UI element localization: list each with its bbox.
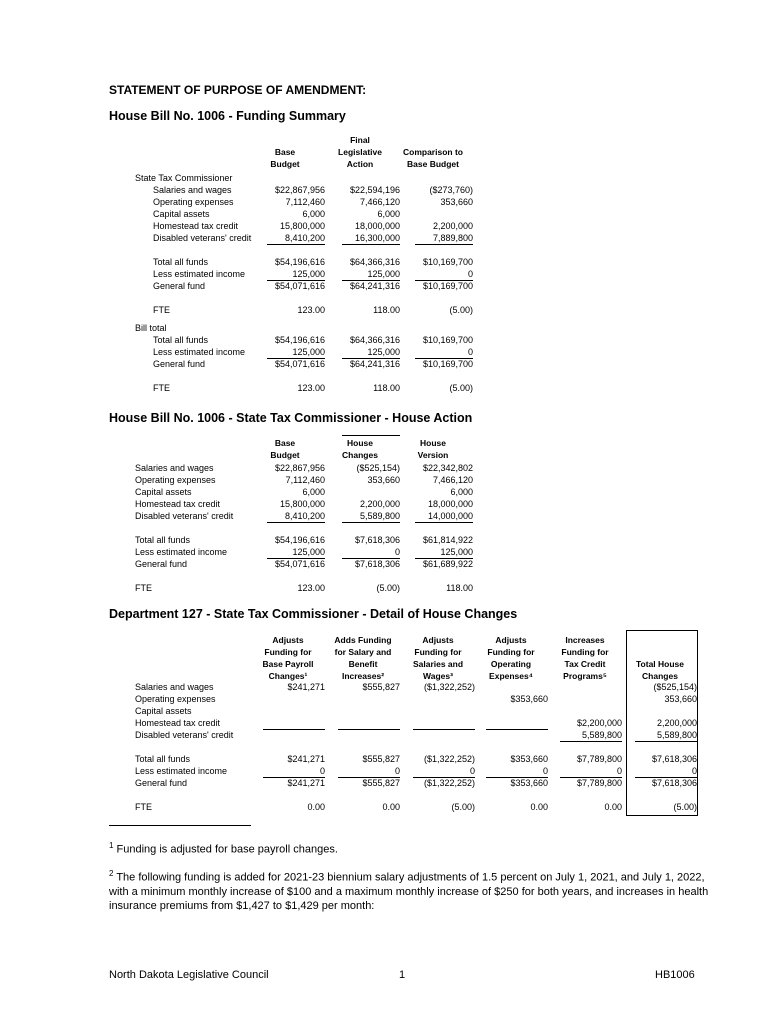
cell-value: $54,196,616 bbox=[274, 535, 325, 545]
cell-value: (5.00) bbox=[673, 802, 697, 812]
cell-value: 2,200,000 bbox=[432, 221, 473, 231]
cell-value: $353,660 bbox=[510, 778, 548, 788]
footnote-mark: 2 bbox=[109, 869, 114, 878]
row-label: Operating expenses bbox=[135, 475, 216, 485]
cell-value: 0 bbox=[413, 765, 475, 778]
cell-value: 118.00 bbox=[446, 583, 473, 593]
cell-value: $22,867,956 bbox=[274, 185, 325, 195]
row-label: Capital assets bbox=[153, 209, 210, 219]
row-label: Disabled veterans' credit bbox=[153, 233, 252, 243]
cell-value: (5.00) bbox=[449, 383, 473, 393]
column-header: Base Budget bbox=[270, 147, 300, 169]
cell-value: 6,000 bbox=[450, 487, 473, 497]
row-label: FTE bbox=[135, 583, 152, 593]
cell-value: $54,196,616 bbox=[274, 257, 325, 267]
row-label: FTE bbox=[153, 383, 170, 393]
bill-total-label: Bill total bbox=[135, 323, 167, 333]
cell-value: ($1,322,252) bbox=[423, 754, 475, 764]
row-label: Homestead tax credit bbox=[135, 718, 221, 728]
cell-value: (5.00) bbox=[376, 583, 400, 593]
column-header: Adds Funding for Salary and Benefit Increases² bbox=[334, 635, 392, 681]
cell-value: $7,618,306 bbox=[651, 778, 697, 788]
cell-value: $10,169,700 bbox=[422, 281, 473, 291]
footnote-1 bbox=[109, 839, 709, 857]
cell-value: ($525,154) bbox=[356, 463, 400, 473]
cell-value bbox=[486, 729, 548, 730]
cell-value: $64,241,316 bbox=[349, 359, 400, 369]
cell-value: 2,200,000 bbox=[656, 718, 697, 728]
cell-value: 18,000,000 bbox=[427, 499, 473, 509]
row-label: General fund bbox=[153, 281, 206, 291]
cell-value: 353,660 bbox=[440, 197, 473, 207]
cell-value: 0 bbox=[263, 765, 325, 778]
row-label: FTE bbox=[135, 802, 152, 812]
cell-value: $555,827 bbox=[362, 754, 400, 764]
section2-title: House Bill No. 1006 - State Tax Commissioner - House Action bbox=[109, 411, 473, 425]
cell-value: 123.00 bbox=[297, 583, 325, 593]
cell-value: $7,618,306 bbox=[651, 754, 697, 764]
row-label: Salaries and wages bbox=[135, 682, 214, 692]
cell-value bbox=[413, 729, 475, 730]
row-label: Salaries and wages bbox=[153, 185, 232, 195]
cell-value: 0.00 bbox=[307, 802, 325, 812]
row-label: Less estimated income bbox=[153, 347, 246, 357]
cell-value: 125,000 bbox=[342, 346, 400, 359]
cell-value: 0.00 bbox=[530, 802, 548, 812]
footer-page-number: 1 bbox=[399, 969, 406, 981]
total-house-changes-box bbox=[626, 630, 698, 816]
column-header: Adjusts Funding for Salaries and Wages³ bbox=[412, 635, 464, 681]
row-label: Disabled veterans' credit bbox=[135, 730, 234, 740]
cell-value: 0.00 bbox=[604, 802, 622, 812]
cell-value: 125,000 bbox=[267, 268, 325, 281]
cell-value: 0.00 bbox=[382, 802, 400, 812]
row-label: Operating expenses bbox=[153, 197, 234, 207]
cell-value: $64,366,316 bbox=[349, 257, 400, 267]
row-label: Homestead tax credit bbox=[135, 499, 221, 509]
column-header: Adjusts Funding for Base Payroll Changes¹ bbox=[262, 635, 314, 681]
section3-title: Department 127 - State Tax Commissioner - Detail of House Changes bbox=[109, 607, 518, 621]
section1-title: House Bill No. 1006 - Funding Summary bbox=[109, 109, 346, 123]
cell-value: $64,366,316 bbox=[349, 335, 400, 345]
footnote-text: The following funding is added for 2021-23 biennium salary adjustments of 1.5 percent on July 1, 2021, and July 1, 2022, with a minimum monthly increase of $100 and a maximum monthly increase of $250 for both years, and increases in health insurance premiums from $1,427 to $1,429 per month: bbox=[109, 871, 709, 912]
cell-value: 5,589,800 bbox=[560, 729, 622, 742]
cell-value: $61,814,922 bbox=[422, 535, 473, 545]
footnote-divider bbox=[109, 825, 251, 826]
column-header: Comparison to Base Budget bbox=[403, 147, 463, 169]
cell-value: $64,241,316 bbox=[349, 281, 400, 291]
header-line: Changes bbox=[642, 671, 678, 681]
group-label: State Tax Commissioner bbox=[135, 173, 233, 183]
row-label: Less estimated income bbox=[135, 547, 228, 557]
cell-value: 118.00 bbox=[373, 383, 400, 393]
row-label: Disabled veterans' credit bbox=[135, 511, 234, 521]
column-header: House Version bbox=[417, 438, 449, 460]
cell-value: $54,071,616 bbox=[274, 359, 325, 369]
column-header: Final Legislative Action bbox=[338, 135, 382, 169]
cell-value: $555,827 bbox=[362, 778, 400, 788]
footnote-mark: 1 bbox=[109, 841, 114, 850]
footer-left: North Dakota Legislative Council bbox=[109, 969, 269, 981]
row-label: Capital assets bbox=[135, 706, 192, 716]
cell-value: $10,169,700 bbox=[422, 335, 473, 345]
cell-value: $7,789,800 bbox=[576, 778, 622, 788]
row-label: Total all funds bbox=[135, 754, 191, 764]
cell-value: 15,800,000 bbox=[279, 499, 325, 509]
footnote-text: Funding is adjusted for base payroll changes. bbox=[116, 843, 338, 856]
column-header: Increases Funding for Tax Credit Programs⁵ bbox=[561, 635, 609, 681]
cell-value: 353,660 bbox=[664, 694, 697, 704]
cell-value: 5,589,800 bbox=[342, 510, 400, 523]
cell-value: 18,000,000 bbox=[354, 221, 400, 231]
row-label: Total all funds bbox=[135, 535, 191, 545]
cell-value: $10,169,700 bbox=[422, 257, 473, 267]
cell-value: ($525,154) bbox=[653, 682, 697, 692]
header-line: Total House bbox=[635, 659, 684, 669]
cell-value: $353,660 bbox=[510, 754, 548, 764]
cell-value: 6,000 bbox=[377, 209, 400, 219]
cell-value bbox=[263, 729, 325, 730]
cell-value: 6,000 bbox=[302, 209, 325, 219]
cell-value: 0 bbox=[342, 546, 400, 559]
row-label: Total all funds bbox=[153, 335, 209, 345]
cell-value: 0 bbox=[635, 765, 697, 778]
footer-right: HB1006 bbox=[655, 969, 695, 981]
cell-value: 0 bbox=[415, 346, 473, 359]
cell-value: $7,618,306 bbox=[354, 559, 400, 569]
cell-value: 0 bbox=[486, 765, 548, 778]
cell-value: 15,800,000 bbox=[279, 221, 325, 231]
footnote-2 bbox=[109, 867, 709, 913]
cell-value: $54,071,616 bbox=[274, 559, 325, 569]
cell-value: 0 bbox=[560, 765, 622, 778]
cell-value: $241,271 bbox=[287, 682, 325, 692]
cell-value: 2,200,000 bbox=[359, 499, 400, 509]
statement-title: STATEMENT OF PURPOSE OF AMENDMENT: bbox=[109, 83, 367, 97]
cell-value: 125,000 bbox=[415, 546, 473, 559]
cell-value: 7,466,120 bbox=[432, 475, 473, 485]
row-label: General fund bbox=[153, 359, 206, 369]
cell-value: ($1,322,252) bbox=[423, 778, 475, 788]
cell-value: 7,112,460 bbox=[285, 197, 325, 207]
cell-value: $7,618,306 bbox=[354, 535, 400, 545]
row-label: FTE bbox=[153, 305, 170, 315]
cell-value: $10,169,700 bbox=[422, 359, 473, 369]
cell-value: 123.00 bbox=[297, 305, 325, 315]
row-label: Capital assets bbox=[135, 487, 192, 497]
cell-value: 0 bbox=[415, 268, 473, 281]
cell-value: 7,889,800 bbox=[415, 232, 473, 245]
cell-value: $54,196,616 bbox=[274, 335, 325, 345]
cell-value: $555,827 bbox=[362, 682, 400, 692]
cell-value: 7,112,460 bbox=[285, 475, 325, 485]
cell-value: 353,660 bbox=[367, 475, 400, 485]
row-label: Less estimated income bbox=[135, 766, 228, 776]
header-rule bbox=[342, 435, 400, 436]
cell-value: $22,342,802 bbox=[422, 463, 473, 473]
row-label: Total all funds bbox=[153, 257, 209, 267]
cell-value: 5,589,800 bbox=[635, 729, 697, 742]
cell-value: 125,000 bbox=[267, 546, 325, 559]
cell-value: $353,660 bbox=[510, 694, 548, 704]
cell-value: 14,000,000 bbox=[415, 510, 473, 523]
row-label: Homestead tax credit bbox=[153, 221, 239, 231]
cell-value: 8,410,200 bbox=[267, 232, 325, 245]
cell-value: (5.00) bbox=[449, 305, 473, 315]
cell-value: $2,200,000 bbox=[576, 718, 622, 728]
cell-value: 123.00 bbox=[297, 383, 325, 393]
row-label: Salaries and wages bbox=[135, 463, 214, 473]
cell-value: 16,300,000 bbox=[342, 232, 400, 245]
row-label: Operating expenses bbox=[135, 694, 216, 704]
cell-value: $7,789,800 bbox=[576, 754, 622, 764]
row-label: General fund bbox=[135, 559, 188, 569]
cell-value: $61,689,922 bbox=[422, 559, 473, 569]
cell-value: 125,000 bbox=[342, 268, 400, 281]
column-header: House Changes bbox=[342, 438, 378, 460]
cell-value: $54,071,616 bbox=[274, 281, 325, 291]
column-header: Base Budget bbox=[270, 438, 300, 460]
cell-value: $22,594,196 bbox=[349, 185, 400, 195]
cell-value: ($1,322,252) bbox=[423, 682, 475, 692]
row-label: General fund bbox=[135, 778, 188, 788]
cell-value: $241,271 bbox=[287, 754, 325, 764]
cell-value: 8,410,200 bbox=[267, 510, 325, 523]
column-header: Adjusts Funding for Operating Expenses⁴ bbox=[487, 635, 535, 681]
cell-value bbox=[338, 729, 400, 730]
cell-value: 6,000 bbox=[302, 487, 325, 497]
cell-value: $241,271 bbox=[287, 778, 325, 788]
cell-value: 0 bbox=[338, 765, 400, 778]
row-label: Less estimated income bbox=[153, 269, 246, 279]
cell-value: 118.00 bbox=[373, 305, 400, 315]
cell-value: (5.00) bbox=[451, 802, 475, 812]
cell-value: 7,466,120 bbox=[359, 197, 400, 207]
cell-value: 125,000 bbox=[267, 346, 325, 359]
cell-value: $22,867,956 bbox=[274, 463, 325, 473]
cell-value: ($273,760) bbox=[429, 185, 473, 195]
